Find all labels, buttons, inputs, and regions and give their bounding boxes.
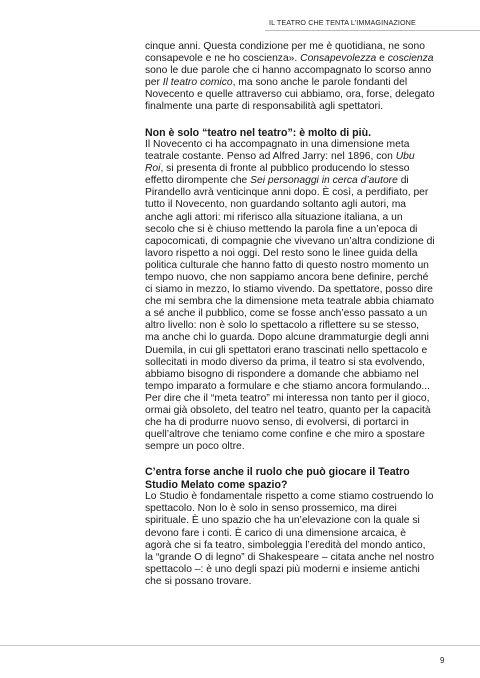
italic-title: Sei personaggi in cerca d’autore [250, 175, 398, 187]
page-number: 9 [440, 656, 445, 665]
footer-rule [0, 645, 480, 646]
text-run: , si presenta di fronte al pubblico producendo lo stesso effetto dirompente che [145, 163, 410, 187]
text-run: , ma sono anche le parole fondanti del Novecento e quelle attraverso cui abbiamo, ora, forse, delegato finalmente una parte di responsabilità agli spettatori. [145, 77, 435, 113]
italic-title: Il teatro comico [162, 77, 233, 89]
text-run: e [376, 53, 388, 65]
section-heading-2: C’entra forse anche il ruolo che può giocare il Teatro Studio Melato come spazio? [145, 466, 410, 491]
paragraph-novecento [145, 139, 435, 453]
running-title: IL TEATRO CHE TENTA L’IMMAGINAZIONE [269, 18, 416, 27]
italic-term: Consapevolezza [300, 53, 377, 65]
text-run: sono le due parole che ci hanno accompagnato lo scorso anno per [145, 65, 432, 89]
header-rule [265, 30, 480, 31]
section-heading-1: Non è solo “teatro nel teatro”: è molto di più. [145, 126, 372, 139]
text-run: di Pirandello avrà venticinque anni dopo. È così, a perdifiato, per tutto il Novecento, non guardando soltanto agli autori, ma anche agli attori: mi riferisco alla situazione italiana, a un secolo che si è chiuso mettendo la parola fine a un’epoca di capocomicati, di compagnie che vivevano un’altra condizione di lavoro rispetto a noi oggi. Del resto sono le linee guida della politica culturale che hanno fatto di questo nostro momento un tempo nuovo, che non sappiamo ancora bene definire, perché ci siamo in mezzo, lo stiamo vivendo. Da spettatore, posso dire che mi sembra che la dimensione meta teatrale abbia chiamato a sé anche il pubblico, come se fosse anch’esso passato a un altro livello: non è solo lo spettacolo a riflettere su se stesso, ma anche chi lo guarda. Dopo alcune drammaturgie degli anni Duemila, in cui gli spettatori erano trascinati nello spettacolo e sollecitati in modo diverso da prima, il teatro si sta evolvendo, abbiamo bisogno di rispondere a domande che abbiamo nel tempo imparato a formulare e che stiamo ancora formulando... Per dire che il “meta teatro” mi interessa non tanto per il gioco, ormai già obsoleto, del teatro nel teatro, quanto per la capacità che ha di produrre nuovo senso, di evolversi, di portarci in quell’altrove che teniamo come confine e che miro a spostare sempre un poco oltre. [145, 175, 435, 453]
italic-title: Ubu Roi [145, 151, 415, 175]
article-body [145, 41, 435, 588]
text-run: Il Novecento ci ha accompagnato in una dimensione meta teatrale costante. Penso ad Alfred Jarry: nel 1896, con [145, 138, 410, 163]
italic-term: coscienza [387, 53, 434, 65]
paragraph-intro [145, 41, 435, 114]
text-run: cinque anni. Questa condizione per me è quotidiana, ne sono consapevole e ne ho coscienza». [145, 41, 425, 65]
paragraph-studio: Lo Studio è fondamentale rispetto a come stiamo costruendo lo spettacolo. Non lo è solo in senso prossemico, ma direi spirituale. È uno spazio che ha un’elevazione con la quale si devono fare i conti. È carico di una dimensione arcaica, è agorà che si fa teatro, simboleggia l’eredità del mondo antico, la “grande O di legno” di Shakespeare – citata anche nel nostro spettacolo –: è uno degli spazi più moderni e insieme antichi che si possano trovare. [145, 491, 435, 587]
